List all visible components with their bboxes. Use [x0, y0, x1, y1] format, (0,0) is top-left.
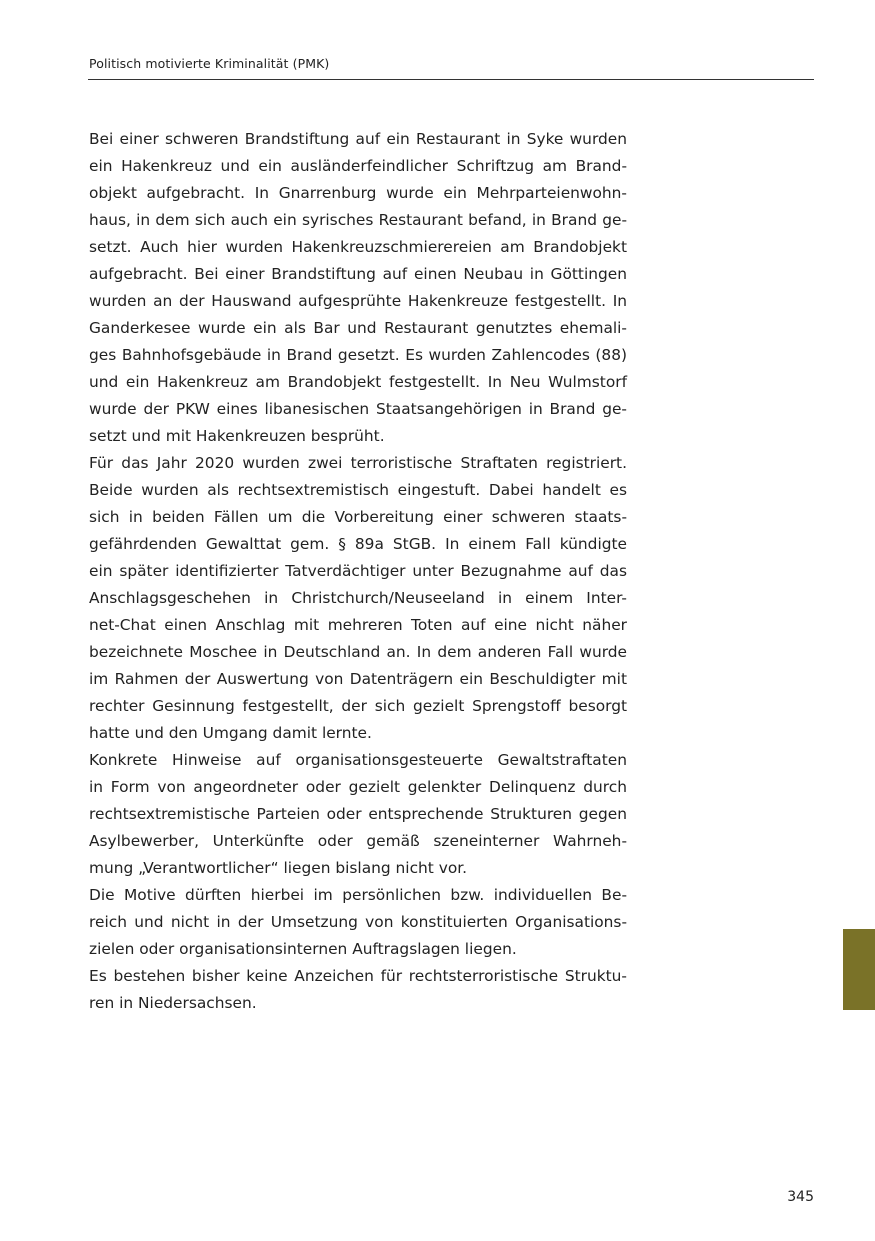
- text-line: net-Chat einen Anschlag mit mehreren Toten auf eine nicht näher: [89, 616, 627, 634]
- text-line: wurden an der Hauswand aufgesprühte Hakenkreuze festgestellt. In: [89, 292, 627, 310]
- paragraph-4: [89, 882, 627, 963]
- text-line: Asylbewerber, Unterkünfte oder gemäß szeneinterner Wahrneh-: [89, 832, 627, 850]
- text-line: rechtsextremistische Parteien oder entsprechende Strukturen gegen: [89, 805, 627, 823]
- text-line: Konkrete Hinweise auf organisationsgesteuerte Gewaltstraftaten: [89, 751, 627, 769]
- paragraph-5: [89, 963, 627, 1017]
- text-line: Die Motive dürften hierbei im persönlichen bzw. individuellen Be-: [89, 886, 627, 904]
- text-line: setzt und mit Hakenkreuzen besprüht.: [89, 427, 385, 445]
- text-line: mung „Verantwortlicher“ liegen bislang nicht vor.: [89, 859, 468, 877]
- paragraph-3: [89, 747, 627, 882]
- text-line: bezeichnete Moschee in Deutschland an. In dem anderen Fall wurde: [89, 643, 627, 661]
- text-line: in Form von angeordneter oder gezielt gelenkter Delinquenz durch: [89, 778, 627, 796]
- text-line: aufgebracht. Bei einer Brandstiftung auf einen Neubau in Göttingen: [89, 265, 627, 283]
- body-text: [89, 126, 627, 1017]
- header-rule: [88, 79, 814, 80]
- text-line: ein Hakenkreuz und ein ausländerfeindlicher Schriftzug am Brand-: [89, 157, 627, 175]
- paragraph-1: [89, 126, 627, 450]
- chapter-tab-marker: [843, 929, 875, 1010]
- text-line: Für das Jahr 2020 wurden zwei terroristische Straftaten registriert.: [89, 454, 627, 472]
- text-line: ein später identifizierter Tatverdächtiger unter Bezugnahme auf das: [89, 562, 627, 580]
- page-number: 345: [787, 1189, 814, 1205]
- text-line: sich in beiden Fällen um die Vorbereitung einer schweren staats-: [89, 508, 627, 526]
- text-line: ren in Niedersachsen.: [89, 994, 257, 1012]
- text-line: objekt aufgebracht. In Gnarrenburg wurde ein Mehrparteienwohn-: [89, 184, 627, 202]
- text-line: wurde der PKW eines libanesischen Staatsangehörigen in Brand ge-: [89, 400, 627, 418]
- paragraph-2: [89, 450, 627, 747]
- text-line: Bei einer schweren Brandstiftung auf ein Restaurant in Syke wurden: [89, 130, 627, 148]
- text-line: und ein Hakenkreuz am Brandobjekt festgestellt. In Neu Wulmstorf: [89, 373, 627, 391]
- text-line: hatte und den Umgang damit lernte.: [89, 724, 372, 742]
- text-line: Beide wurden als rechtsextremistisch eingestuft. Dabei handelt es: [89, 481, 627, 499]
- text-line: setzt. Auch hier wurden Hakenkreuzschmierereien am Brandobjekt: [89, 238, 627, 256]
- text-line: haus, in dem sich auch ein syrisches Restaurant befand, in Brand ge-: [89, 211, 627, 229]
- text-line: reich und nicht in der Umsetzung von konstituierten Organisations-: [89, 913, 627, 931]
- text-line: rechter Gesinnung festgestellt, der sich gezielt Sprengstoff besorgt: [89, 697, 627, 715]
- text-line: gefährdenden Gewalttat gem. § 89a StGB. In einem Fall kündigte: [89, 535, 627, 553]
- text-line: Ganderkesee wurde ein als Bar und Restaurant genutztes ehemali-: [89, 319, 627, 337]
- text-line: Es bestehen bisher keine Anzeichen für rechtsterroristische Struktu-: [89, 967, 627, 985]
- text-line: ges Bahnhofsgebäude in Brand gesetzt. Es wurden Zahlencodes (88): [89, 346, 627, 364]
- text-line: Anschlagsgeschehen in Christchurch/Neuseeland in einem Inter-: [89, 589, 627, 607]
- running-header: Politisch motivierte Kriminalität (PMK): [89, 56, 330, 71]
- text-line: zielen oder organisationsinternen Auftragslagen liegen.: [89, 940, 517, 958]
- text-line: im Rahmen der Auswertung von Datenträgern ein Beschuldigter mit: [89, 670, 627, 688]
